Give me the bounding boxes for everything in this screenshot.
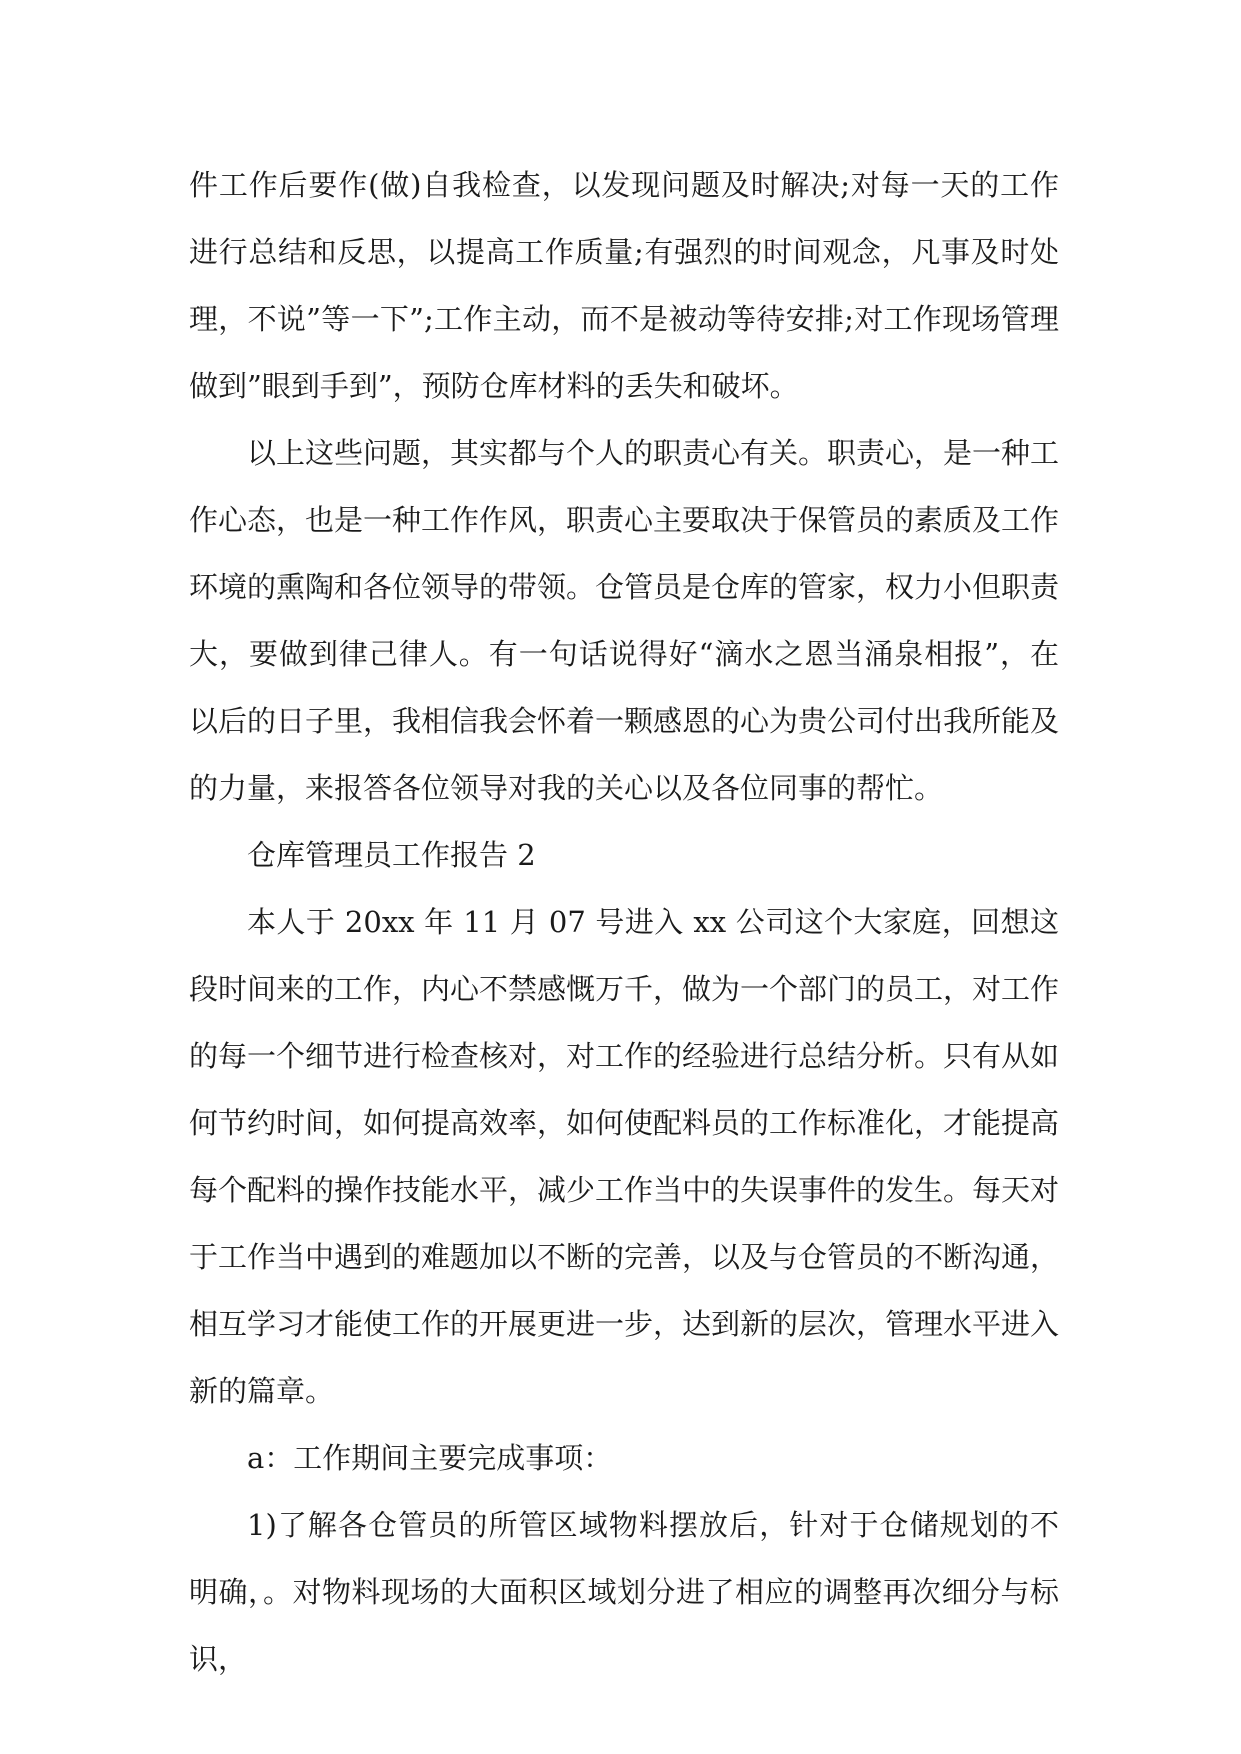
paragraph-continuation: 件工作后要作(做)自我检查，以发现问题及时解决;对每一天的工作进行总结和反思，以提高工作质量;有强烈的时间观念，凡事及时处理，不说”等一下”;工作主动，而不是被动等待安排;对工作现场管理做到”眼到手到”，预防仓库材料的丢失和破坏。 — [189, 168, 1059, 403]
list-item-1: 1)了解各仓管员的所管区域物料摆放后，针对于仓储规划的不明确，。对物料现场的大面积区域划分进了相应的调整再次细分与标识， — [189, 1508, 1059, 1676]
list-heading: a：工作期间主要完成事项： — [247, 1441, 613, 1475]
paragraph-introduction: 本人于 20xx 年 11 月 07 号进入 xx 公司这个大家庭，回想这段时间来的工作，内心不禁感慨万千，做为一个部门的员工，对工作的每一个细节进行检查核对，对工作的经验进行总结分析。只有从如何节约时间，如何提高效率，如何使配料员的工作标准化，才能提高每个配料的操作技能水平，减少工作当中的失误事件的发生。每天对于工作当中遇到的难题加以不断的完善，以及与仓管员的不断沟通，相互学习才能使工作的开展更进一步，达到新的层次，管理水平进入新的篇章。 — [189, 905, 1060, 1408]
paragraph-responsibility: 以上这些问题，其实都与个人的职责心有关。职责心，是一种工作心态，也是一种工作作风，职责心主要取决于保管员的素质及工作环境的熏陶和各位领导的带领。仓管员是仓库的管家，权力小但职责大，要做到律己律人。有一句话说得好“滴水之恩当涌泉相报”，在以后的日子里，我相信我会怀着一颗感恩的心为贵公司付出我所能及的力量，来报答各位领导对我的关心以及各位同事的帮忙。 — [189, 436, 1060, 805]
section-heading: 仓库管理员工作报告 2 — [247, 838, 536, 872]
document-body — [189, 152, 1059, 1693]
